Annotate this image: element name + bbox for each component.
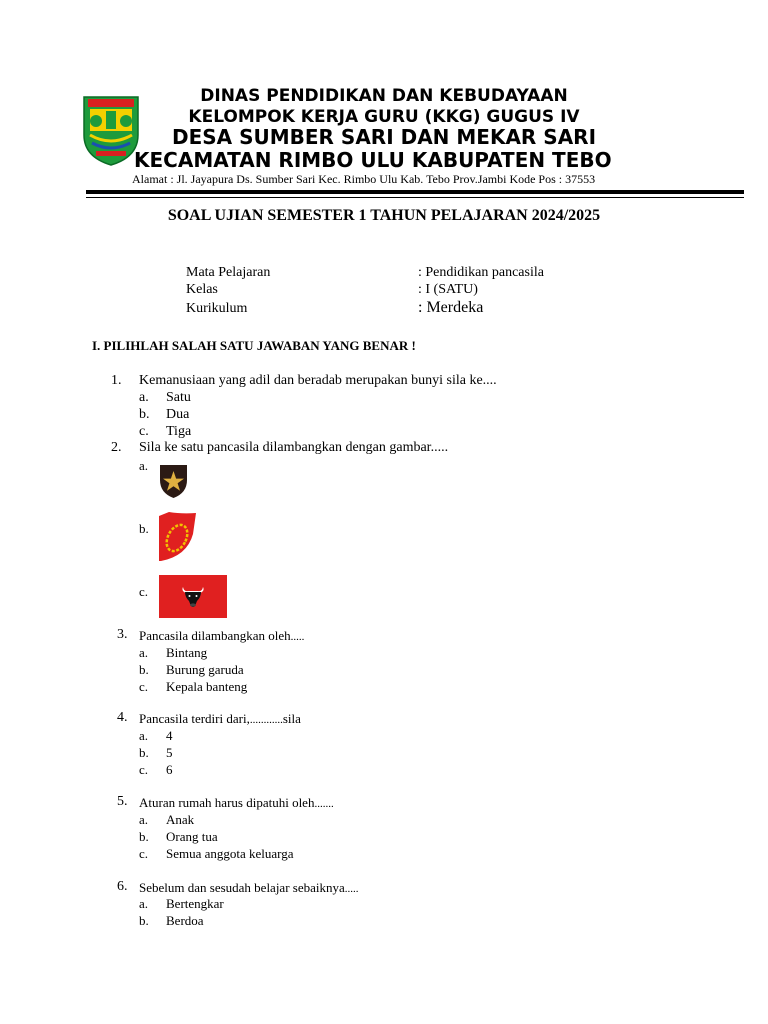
option-letter: c. <box>139 762 149 777</box>
option-letter: b. <box>139 662 149 677</box>
info-value-curriculum: : Merdeka <box>418 299 484 316</box>
option-letter: a. <box>139 390 149 405</box>
header-divider-thick <box>86 190 744 194</box>
option-letter: b. <box>139 745 149 760</box>
question-number: 1. <box>111 373 122 388</box>
option-letter: c. <box>139 584 149 599</box>
option-text: Bintang <box>166 645 208 660</box>
header-working-group: KELOMPOK KERJA GURU (KKG) GUGUS IV <box>188 107 580 127</box>
option-text: 4 <box>166 728 173 743</box>
bull-head-icon <box>159 575 227 623</box>
info-label-curriculum: Kurikulum <box>186 301 248 316</box>
option-letter: b. <box>139 407 150 422</box>
question-text: Sila ke satu pancasila dilambangkan dengan gambar..... <box>139 440 449 455</box>
option-text: 5 <box>166 745 173 760</box>
option-letter: b. <box>139 913 149 928</box>
question-number: 4. <box>117 710 128 725</box>
option-letter: a. <box>139 812 149 827</box>
option-text: Kepala banteng <box>166 679 248 694</box>
option-letter: c. <box>139 679 149 694</box>
option-text: Semua anggota keluarga <box>166 846 294 861</box>
info-value-class: : I (SATU) <box>418 282 478 297</box>
question-text: Aturan rumah harus dipatuhi oleh....... <box>139 795 334 810</box>
question-number: 6. <box>117 879 128 894</box>
chain-shield-icon <box>159 512 197 567</box>
option-text: Orang tua <box>166 829 218 844</box>
header-divider-thin <box>86 197 744 198</box>
question-text: Pancasila terdiri dari,............sila <box>139 711 301 726</box>
option-letter: c. <box>139 424 149 439</box>
option-letter: a. <box>139 645 149 660</box>
header-agency: DINAS PENDIDIKAN DAN KEBUDAYAAN <box>200 86 568 106</box>
option-text: Tiga <box>166 424 192 439</box>
header-address: Alamat : Jl. Jayapura Ds. Sumber Sari Kec. Rimbo Ulu Kab. Tebo Prov.Jambi Kode Pos : 37553 <box>132 172 596 186</box>
option-text: Satu <box>166 390 191 405</box>
question-text: Kemanusiaan yang adil dan beradab merupakan bunyi sila ke.... <box>139 373 497 388</box>
info-label-class: Kelas <box>186 282 218 297</box>
option-letter: a. <box>139 896 149 911</box>
option-letter: a. <box>139 728 149 743</box>
question-number: 2. <box>111 440 122 455</box>
exam-title: SOAL UJIAN SEMESTER 1 TAHUN PELAJARAN 2024/2025 <box>167 207 601 224</box>
option-letter: b. <box>139 829 149 844</box>
star-shield-icon <box>159 464 188 504</box>
question-text: Pancasila dilambangkan oleh..... <box>139 628 305 643</box>
header-district: KECAMATAN RIMBO ULU KABUPATEN TEBO <box>134 148 612 172</box>
option-text: Anak <box>166 812 195 827</box>
question-number: 3. <box>117 627 128 642</box>
option-letter: b. <box>139 521 149 536</box>
option-text: 6 <box>166 762 173 777</box>
info-value-subject: : Pendidikan pancasila <box>418 265 544 280</box>
option-letter: a. <box>139 458 149 473</box>
question-number: 5. <box>117 794 128 809</box>
option-text: Berdoa <box>166 913 204 928</box>
section-heading: I. PILIHLAH SALAH SATU JAWABAN YANG BENAR ! <box>92 338 416 353</box>
header-villages: DESA SUMBER SARI DAN MEKAR SARI <box>171 125 597 149</box>
option-text: Dua <box>166 407 190 422</box>
option-text: Bertengkar <box>166 896 224 911</box>
option-text: Burung garuda <box>166 662 244 677</box>
info-label-subject: Mata Pelajaran <box>186 265 271 280</box>
option-letter: c. <box>139 846 149 861</box>
question-text: Sebelum dan sesudah belajar sebaiknya..... <box>139 880 359 895</box>
